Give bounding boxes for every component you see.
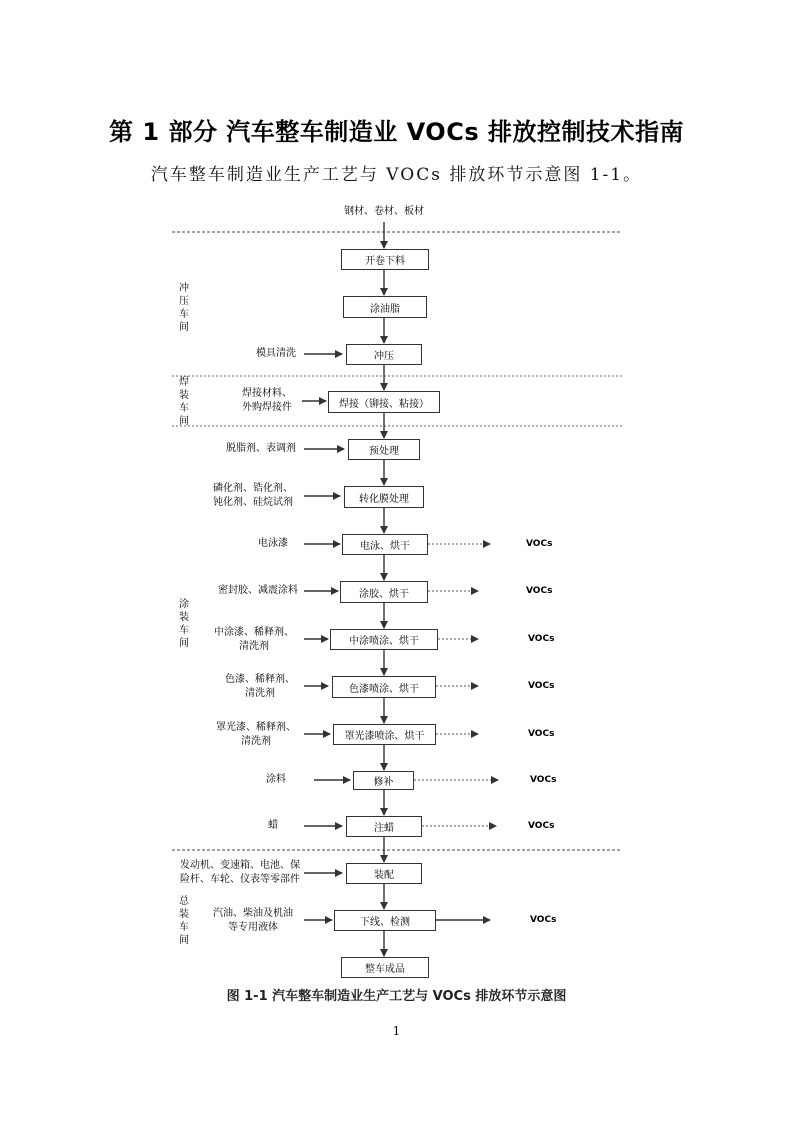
step-sealant-bake: 涂胶、烘干 — [340, 581, 428, 603]
voc-label-clearcoat: VOCs — [528, 729, 555, 739]
step-pretreatment: 预处理 — [348, 439, 420, 460]
voc-label-wax: VOCs — [528, 821, 555, 831]
step-welding: 焊接（铆接、粘接） — [328, 391, 440, 413]
voc-label-testing: VOCs — [530, 915, 557, 925]
input-coating: 涂料 — [266, 774, 286, 785]
input-electrocoat-paint: 电泳漆 — [258, 538, 288, 549]
input-sealant: 密封胶、减震涂料 — [218, 585, 298, 596]
step-primer-spray-bake: 中涂喷涂、烘干 — [330, 629, 438, 650]
input-degreaser: 脱脂剂、表调剂 — [226, 443, 296, 454]
voc-label-sealant: VOCs — [526, 586, 553, 596]
voc-label-repair: VOCs — [530, 775, 557, 785]
step-stamping: 冲压 — [346, 344, 422, 365]
voc-label-basecoat: VOCs — [528, 681, 555, 691]
step-electrocoat-bake: 电泳、烘干 — [342, 534, 428, 555]
input-components: 发动机、变速箱、电池、保 险杆、车轮、仪表等零部件 — [180, 860, 300, 885]
workshop-final-assembly-label: 总 装 车 间 — [179, 896, 189, 946]
step-uncoiling: 开卷下料 — [341, 249, 429, 270]
input-wax: 蜡 — [268, 820, 278, 831]
input-mold-cleaning: 模具清洗 — [256, 348, 296, 359]
step-basecoat-spray-bake: 色漆喷涂、烘干 — [332, 676, 436, 698]
input-basecoat-materials: 色漆、稀释剂、 清洗剂 — [225, 674, 295, 699]
step-repair: 修补 — [353, 771, 414, 790]
step-clearcoat-spray-bake: 罩光漆喷涂、烘干 — [333, 724, 436, 745]
input-clearcoat-materials: 罩光漆、稀释剂、 清洗剂 — [216, 722, 296, 747]
workshop-stamping-label: 冲 压 车 间 — [179, 283, 189, 333]
voc-label-primer: VOCs — [528, 634, 555, 644]
step-conversion-coating: 转化膜处理 — [344, 486, 424, 508]
workshop-welding-label: 焊 装 车 间 — [179, 377, 189, 427]
workshop-painting-label: 涂 装 车 间 — [179, 599, 189, 649]
page-number: 1 — [392, 1024, 401, 1038]
step-oiling: 涂油脂 — [343, 296, 427, 318]
input-primer-materials: 中涂漆、稀释剂、 清洗剂 — [214, 627, 294, 652]
intro-text: 汽车整车制造业生产工艺与 VOCs 排放环节示意图 1-1。 — [150, 165, 643, 185]
voc-label-ecoat: VOCs — [526, 539, 553, 549]
figure-caption: 图 1-1 汽车整车制造业生产工艺与 VOCs 排放环节示意图 — [226, 989, 567, 1004]
input-fluids: 汽油、柴油及机油 等专用液体 — [213, 908, 293, 933]
input-conversion-agents: 磷化剂、锆化剂、 钝化剂、硅烷试剂 — [213, 483, 293, 508]
input-welding-materials: 焊接材料、 外购焊接件 — [242, 388, 292, 413]
page-title: 第 1 部分 汽车整车制造业 VOCs 排放控制技术指南 — [109, 118, 684, 146]
step-finished-vehicle: 整车成品 — [341, 957, 429, 978]
raw-material-label: 钢材、卷材、板材 — [344, 206, 424, 217]
step-assembly: 装配 — [346, 863, 422, 884]
step-waxing: 注蜡 — [346, 816, 422, 837]
step-offline-inspection: 下线、检测 — [334, 910, 436, 931]
